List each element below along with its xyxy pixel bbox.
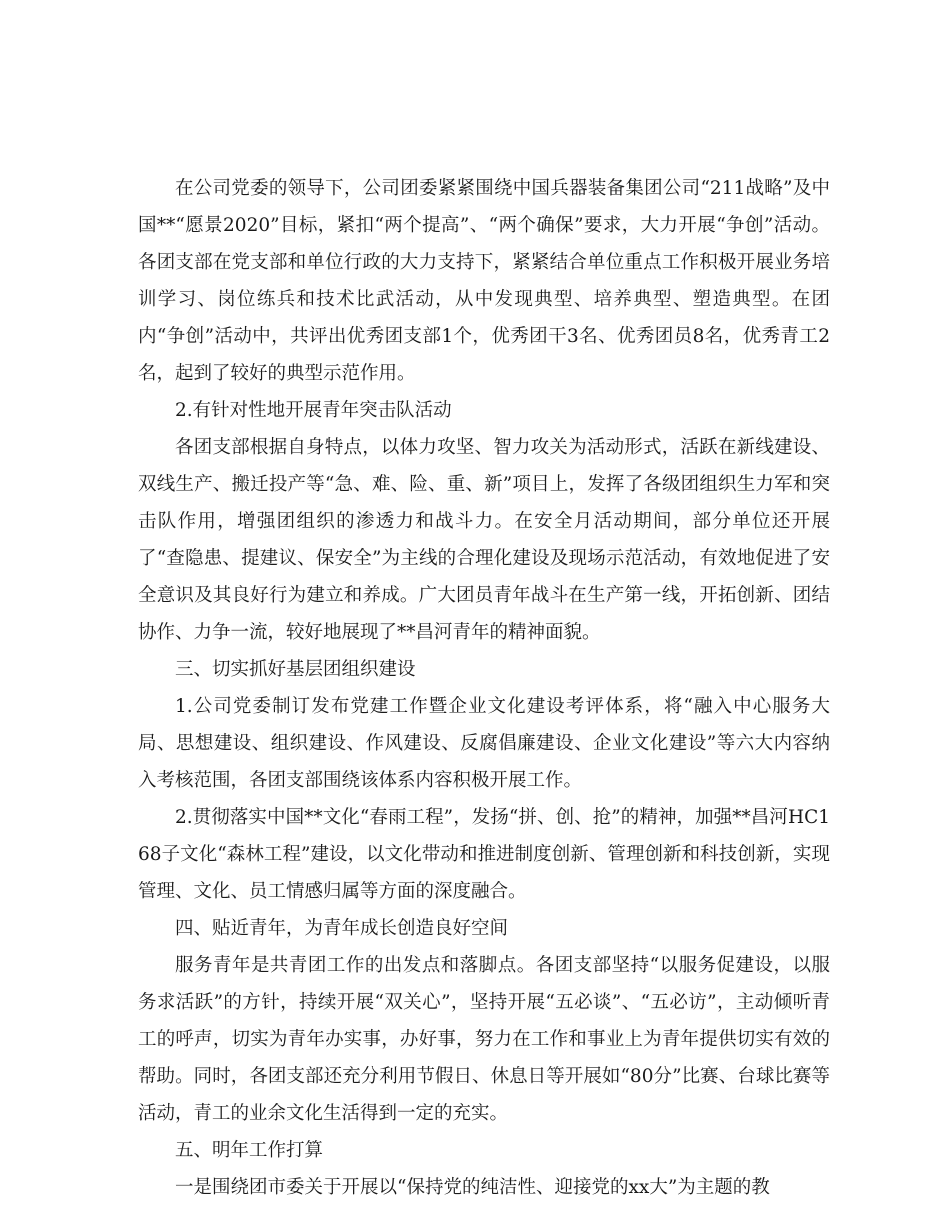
paragraph-culture-project: 2.贯彻落实中国**文化“春雨工程”，发扬“拼、创、抢”的精神，加强**昌河HC168子文化“森林工程”建设，以文化带动和推进制度创新、管理创新和科技创新，实现管理、文化、员工情感归属等方面的深度融合。 [138, 807, 830, 902]
heading-section-three: 三、切实抓好基层团组织建设 [175, 659, 416, 680]
paragraph-evaluation-system: 1.公司党委制订发布党建工作暨企业文化建设考评体系，将“融入中心服务大局、思想建设、组织建设、作风建设、反腐倡廉建设、企业文化建设”等六大内容纳入考核范围，各团支部围绕该体系内容积极开展工作。 [138, 696, 830, 791]
paragraph-serving-youth: 服务青年是共青团工作的出发点和落脚点。各团支部坚持“以服务促建设，以服务求活跃”的方针，持续开展“双关心”，坚持开展“五必谈”、“五必访”，主动倾听青工的呼声，切实为青年办实事，办好事，努力在工作和事业上为青年提供切实有效的帮助。同时，各团支部还充分利用节假日、休息日等开展如“80分”比赛、台球比赛等活动，青工的业余文化生活得到一定的充实。 [138, 955, 830, 1124]
heading-section-five: 五、明年工作打算 [175, 1140, 324, 1161]
heading-youth-commando: 2.有针对性地开展青年突击队活动 [175, 400, 452, 421]
paragraph-next-year-plan: 一是围绕团市委关于开展以“保持党的纯洁性、迎接党的xx大”为主题的教 [175, 1177, 770, 1198]
paragraph-youth-commando: 各团支部根据自身特点，以体力攻坚、智力攻关为活动形式，活跃在新线建设、双线生产、搬迁投产等“急、难、险、重、新”项目上，发挥了各级团组织生力军和突击队作用，增强团组织的渗透力和战斗力。在安全月活动期间，部分单位还开展了“查隐患、提建议、保安全”为主线的合理化建设及现场示范活动，有效地促进了安全意识及其良好行为建立和养成。广大团员青年战斗在生产第一线，开拓创新、团结协作、力争一流，较好地展现了**昌河青年的精神面貌。 [138, 437, 830, 643]
paragraph-award-results: 在公司党委的领导下，公司团委紧紧围绕中国兵器装备集团公司“211战略”及中国**“愿景2020”目标，紧扣“两个提高”、“两个确保”要求，大力开展“争创”活动。各团支部在党支部和单位行政的大力支持下，紧紧结合单位重点工作积极开展业务培训学习、岗位练兵和技术比武活动，从中发现典型、培养典型、塑造典型。在团内“争创”活动中，共评出优秀团支部1个，优秀团干3名、优秀团员8名，优秀青工2名，起到了较好的典型示范作用。 [138, 178, 830, 384]
heading-section-four: 四、贴近青年，为青年成长创造良好空间 [175, 918, 509, 939]
